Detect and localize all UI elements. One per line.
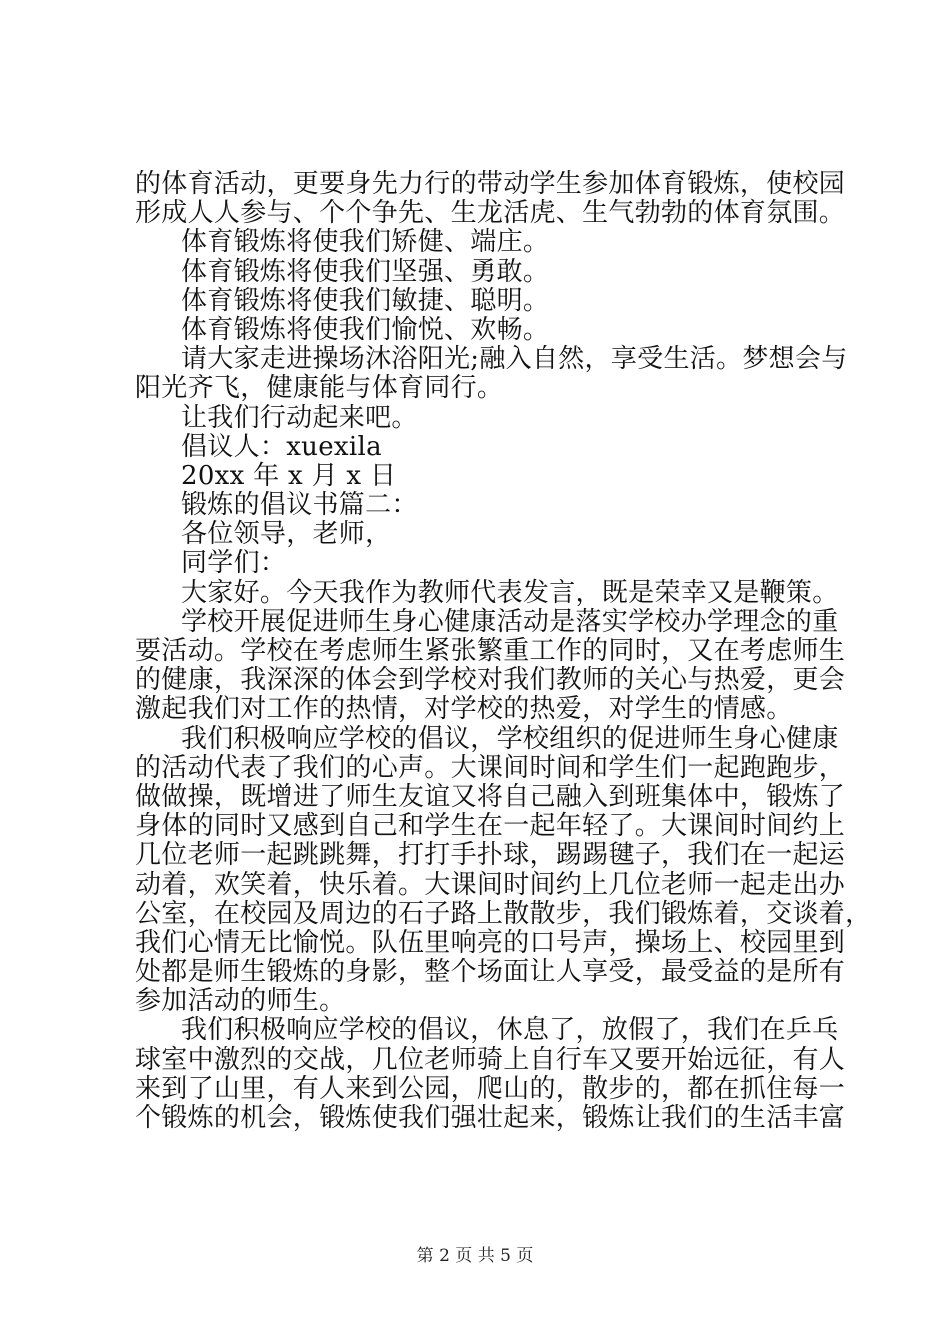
section-title: 锻炼的倡议书篇二：	[181, 490, 418, 521]
document-body	[135, 169, 872, 1133]
text-line: 体育锻炼将使我们敏捷、聪明。	[181, 285, 550, 316]
text-line: 要活动。学校在考虑师生紧张繁重工作的同时，又在考虑师生	[135, 636, 846, 666]
date-line: 20xx 年 x 月 x 日	[181, 460, 397, 491]
text-line: 我们积极响应学校的倡议，休息了，放假了，我们在乒乓	[181, 1015, 839, 1046]
salutation-line: 同学们：	[181, 548, 287, 579]
text-line: 处都是师生锻炼的身影，整个场面让人享受，最受益的是所有	[135, 957, 846, 988]
text-line: 公室，在校园及周边的石子路上散散步，我们锻炼着，交谈着，	[135, 898, 872, 929]
text-line: 我们积极响应学校的倡议，学校组织的促进师生身心健康	[181, 723, 839, 754]
text-line: 我们心情无比愉悦。队伍里响亮的口号声，操场上、校园里到	[135, 927, 846, 958]
text-line: 体育锻炼将使我们坚强、勇敢。	[181, 256, 550, 287]
text-line: 大家好。今天我作为教师代表发言，既是荣幸又是鞭策。	[181, 577, 839, 608]
text-line: 请大家走进操场沐浴阳光;融入自然，享受生活。梦想会与	[181, 344, 848, 375]
text-line: 的健康，我深深的体会到学校对我们教师的关心与热爱，更会	[135, 665, 846, 696]
text-line: 个锻炼的机会，锻炼使我们强壮起来，锻炼让我们的生活丰富	[135, 1103, 846, 1133]
text-line: 形成人人参与、个个争先、生龙活虎、生气勃勃的体育氛围。	[135, 198, 846, 229]
text-line: 几位老师一起跳跳舞，打打手扑球，踢踢毽子，我们在一起运	[135, 840, 846, 871]
text-line: 学校开展促进师生身心健康活动是落实学校办学理念的重	[181, 606, 839, 637]
proposer-line: 倡议人：xuexila	[181, 431, 382, 462]
text-line: 做做操，既增进了师生友谊又将自己融入到班集体中，锻炼了	[135, 781, 846, 812]
salutation-line: 各位领导，老师，	[181, 519, 392, 550]
text-line: 身体的同时又感到自己和学生在一起年轻了。大课间时间约上	[135, 811, 846, 842]
text-line: 球室中激烈的交战，几位老师骑上自行车又要开始远征，有人	[135, 1044, 846, 1075]
text-line: 激起我们对工作的热情，对学校的热爱，对学生的情感。	[135, 694, 793, 725]
text-line: 参加活动的师生。	[135, 986, 346, 1017]
page-number-footer: 第 2 页 共 5 页	[416, 1246, 534, 1266]
text-line: 让我们行动起来吧。	[181, 402, 418, 433]
text-line: 体育锻炼将使我们矫健、端庄。	[181, 227, 550, 258]
text-line: 体育锻炼将使我们愉悦、欢畅。	[181, 314, 550, 345]
text-line: 的活动代表了我们的心声。大课间时间和学生们一起跑跑步，	[135, 752, 846, 783]
text-line: 阳光齐飞，健康能与体育同行。	[135, 373, 504, 404]
text-line: 的体育活动，更要身先力行的带动学生参加体育锻炼，使校园	[135, 169, 846, 199]
text-line: 来到了山里，有人来到公园，爬山的，散步的，都在抓住每一	[135, 1073, 846, 1104]
text-line: 动着，欢笑着，快乐着。大课间时间约上几位老师一起走出办	[135, 869, 846, 900]
